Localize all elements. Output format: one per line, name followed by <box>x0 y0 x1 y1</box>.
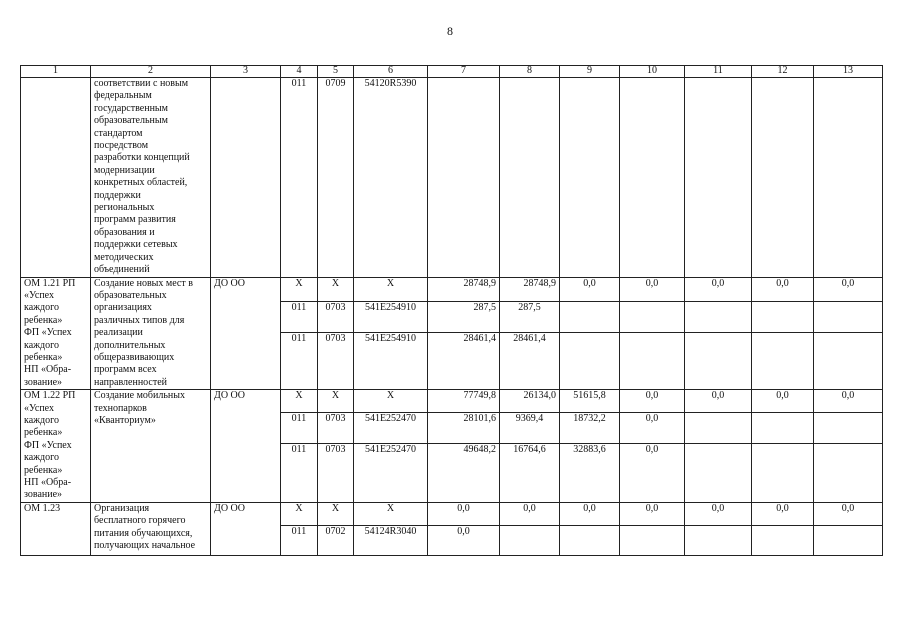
cell-code <box>21 78 91 278</box>
cell-value: 0,0 <box>620 502 685 525</box>
cell-value <box>752 332 814 389</box>
column-number-row <box>21 66 883 78</box>
cell-value: 28748,9 <box>500 277 560 301</box>
cell-target-article: 54120R5390 <box>354 78 428 278</box>
cell-section: 0703 <box>318 444 354 502</box>
cell-target-article: 541E254910 <box>354 332 428 389</box>
cell-grbs: 011 <box>281 525 318 555</box>
cell-value: 51615,8 <box>560 390 620 413</box>
cell-value: 0,0 <box>500 502 560 525</box>
cell-section: X <box>318 277 354 301</box>
cell-value <box>752 78 814 278</box>
budget-table <box>20 65 883 556</box>
cell-value <box>685 413 752 444</box>
table-row <box>21 502 883 525</box>
cell-value: 0,0 <box>428 525 500 555</box>
cell-value: 9369,4 <box>500 413 560 444</box>
cell-value: 26134,0 <box>500 390 560 413</box>
cell-value <box>428 78 500 278</box>
cell-value <box>685 301 752 332</box>
cell-value <box>560 301 620 332</box>
cell-value: 0,0 <box>428 502 500 525</box>
cell-target-article: 54124R3040 <box>354 525 428 555</box>
cell-value: 0,0 <box>685 502 752 525</box>
cell-value <box>560 525 620 555</box>
cell-section: 0703 <box>318 413 354 444</box>
cell-grbs: X <box>281 502 318 525</box>
cell-description: соответствии с новым федеральным государственным образовательным стандартом посредством разработки концепций модернизации конкретных областей, поддержки региональных программ развития образования и поддержки сетевых методических объединений <box>91 78 211 278</box>
cell-value <box>685 525 752 555</box>
cell-value: 28101,6 <box>428 413 500 444</box>
cell-description: Организация бесплатного горячего питания обучающихся, получающих начальное <box>91 502 211 555</box>
cell-value <box>752 525 814 555</box>
cell-value <box>752 301 814 332</box>
column-number: 4 <box>281 66 318 78</box>
column-number: 11 <box>685 66 752 78</box>
cell-value: 0,0 <box>752 502 814 525</box>
cell-value <box>685 332 752 389</box>
cell-value <box>814 332 883 389</box>
cell-target-article: 541E252470 <box>354 444 428 502</box>
cell-value <box>685 78 752 278</box>
cell-value <box>814 78 883 278</box>
cell-executor: ДО ОО <box>211 277 281 390</box>
cell-value <box>560 78 620 278</box>
column-number: 1 <box>21 66 91 78</box>
cell-section: 0703 <box>318 301 354 332</box>
column-number: 3 <box>211 66 281 78</box>
cell-description: Создание мобильных технопарков «Кванториум» <box>91 390 211 503</box>
cell-value: 16764,6 <box>500 444 560 502</box>
cell-value <box>620 525 685 555</box>
cell-value: 0,0 <box>752 390 814 413</box>
cell-value <box>620 301 685 332</box>
cell-grbs: X <box>281 277 318 301</box>
cell-section: X <box>318 390 354 413</box>
cell-value: 18732,2 <box>560 413 620 444</box>
table-row <box>21 390 883 413</box>
cell-value: 0,0 <box>620 277 685 301</box>
cell-target-article: X <box>354 390 428 413</box>
cell-section: 0703 <box>318 332 354 389</box>
cell-value: 0,0 <box>685 390 752 413</box>
cell-value: 0,0 <box>814 277 883 301</box>
cell-value <box>685 444 752 502</box>
cell-grbs: X <box>281 390 318 413</box>
cell-value <box>752 413 814 444</box>
cell-grbs: 011 <box>281 444 318 502</box>
cell-grbs: 011 <box>281 78 318 278</box>
cell-value: 0,0 <box>620 413 685 444</box>
cell-value: 28461,4 <box>500 332 560 389</box>
column-number: 8 <box>500 66 560 78</box>
cell-value: 0,0 <box>620 444 685 502</box>
cell-value <box>814 301 883 332</box>
cell-value: 49648,2 <box>428 444 500 502</box>
cell-value: 0,0 <box>685 277 752 301</box>
column-number: 10 <box>620 66 685 78</box>
cell-value: 0,0 <box>620 390 685 413</box>
column-number: 7 <box>428 66 500 78</box>
cell-target-article: 541E254910 <box>354 301 428 332</box>
cell-value: 0,0 <box>814 390 883 413</box>
cell-value: 28461,4 <box>428 332 500 389</box>
cell-value <box>814 444 883 502</box>
column-number: 9 <box>560 66 620 78</box>
cell-target-article: X <box>354 277 428 301</box>
table-row <box>21 277 883 301</box>
cell-value: 28748,9 <box>428 277 500 301</box>
cell-target-article: 541E252470 <box>354 413 428 444</box>
cell-code: ОМ 1.22 РП «Успех каждого ребенка» ФП «Успех каждого ребенка» НП «Обра- зование» <box>21 390 91 503</box>
cell-value: 0,0 <box>752 277 814 301</box>
cell-value: 287,5 <box>428 301 500 332</box>
column-number: 6 <box>354 66 428 78</box>
cell-section: 0709 <box>318 78 354 278</box>
column-number: 2 <box>91 66 211 78</box>
cell-value: 32883,6 <box>560 444 620 502</box>
cell-grbs: 011 <box>281 301 318 332</box>
cell-executor <box>211 78 281 278</box>
column-number: 13 <box>814 66 883 78</box>
cell-code: ОМ 1.21 РП «Успех каждого ребенка» ФП «Успех каждого ребенка» НП «Обра- зование» <box>21 277 91 390</box>
column-number: 12 <box>752 66 814 78</box>
cell-grbs: 011 <box>281 413 318 444</box>
cell-value <box>560 332 620 389</box>
cell-value <box>500 78 560 278</box>
cell-executor: ДО ОО <box>211 502 281 555</box>
cell-executor: ДО ОО <box>211 390 281 503</box>
cell-value: 0,0 <box>814 502 883 525</box>
cell-section: 0702 <box>318 525 354 555</box>
cell-value <box>814 413 883 444</box>
cell-value <box>814 525 883 555</box>
cell-description: Создание новых мест в образовательных организациях различных типов для реализации дополнительных общеразвивающих программ всех направленностей <box>91 277 211 390</box>
cell-value <box>752 444 814 502</box>
cell-value <box>620 332 685 389</box>
table-row-continuation <box>21 78 883 278</box>
cell-value <box>500 525 560 555</box>
cell-value: 0,0 <box>560 277 620 301</box>
page-number: 8 <box>447 24 453 38</box>
cell-value: 77749,8 <box>428 390 500 413</box>
cell-target-article: X <box>354 502 428 525</box>
cell-code: ОМ 1.23 <box>21 502 91 555</box>
cell-value: 287,5 <box>500 301 560 332</box>
cell-value: 0,0 <box>560 502 620 525</box>
cell-value <box>620 78 685 278</box>
column-number: 5 <box>318 66 354 78</box>
cell-grbs: 011 <box>281 332 318 389</box>
cell-section: X <box>318 502 354 525</box>
